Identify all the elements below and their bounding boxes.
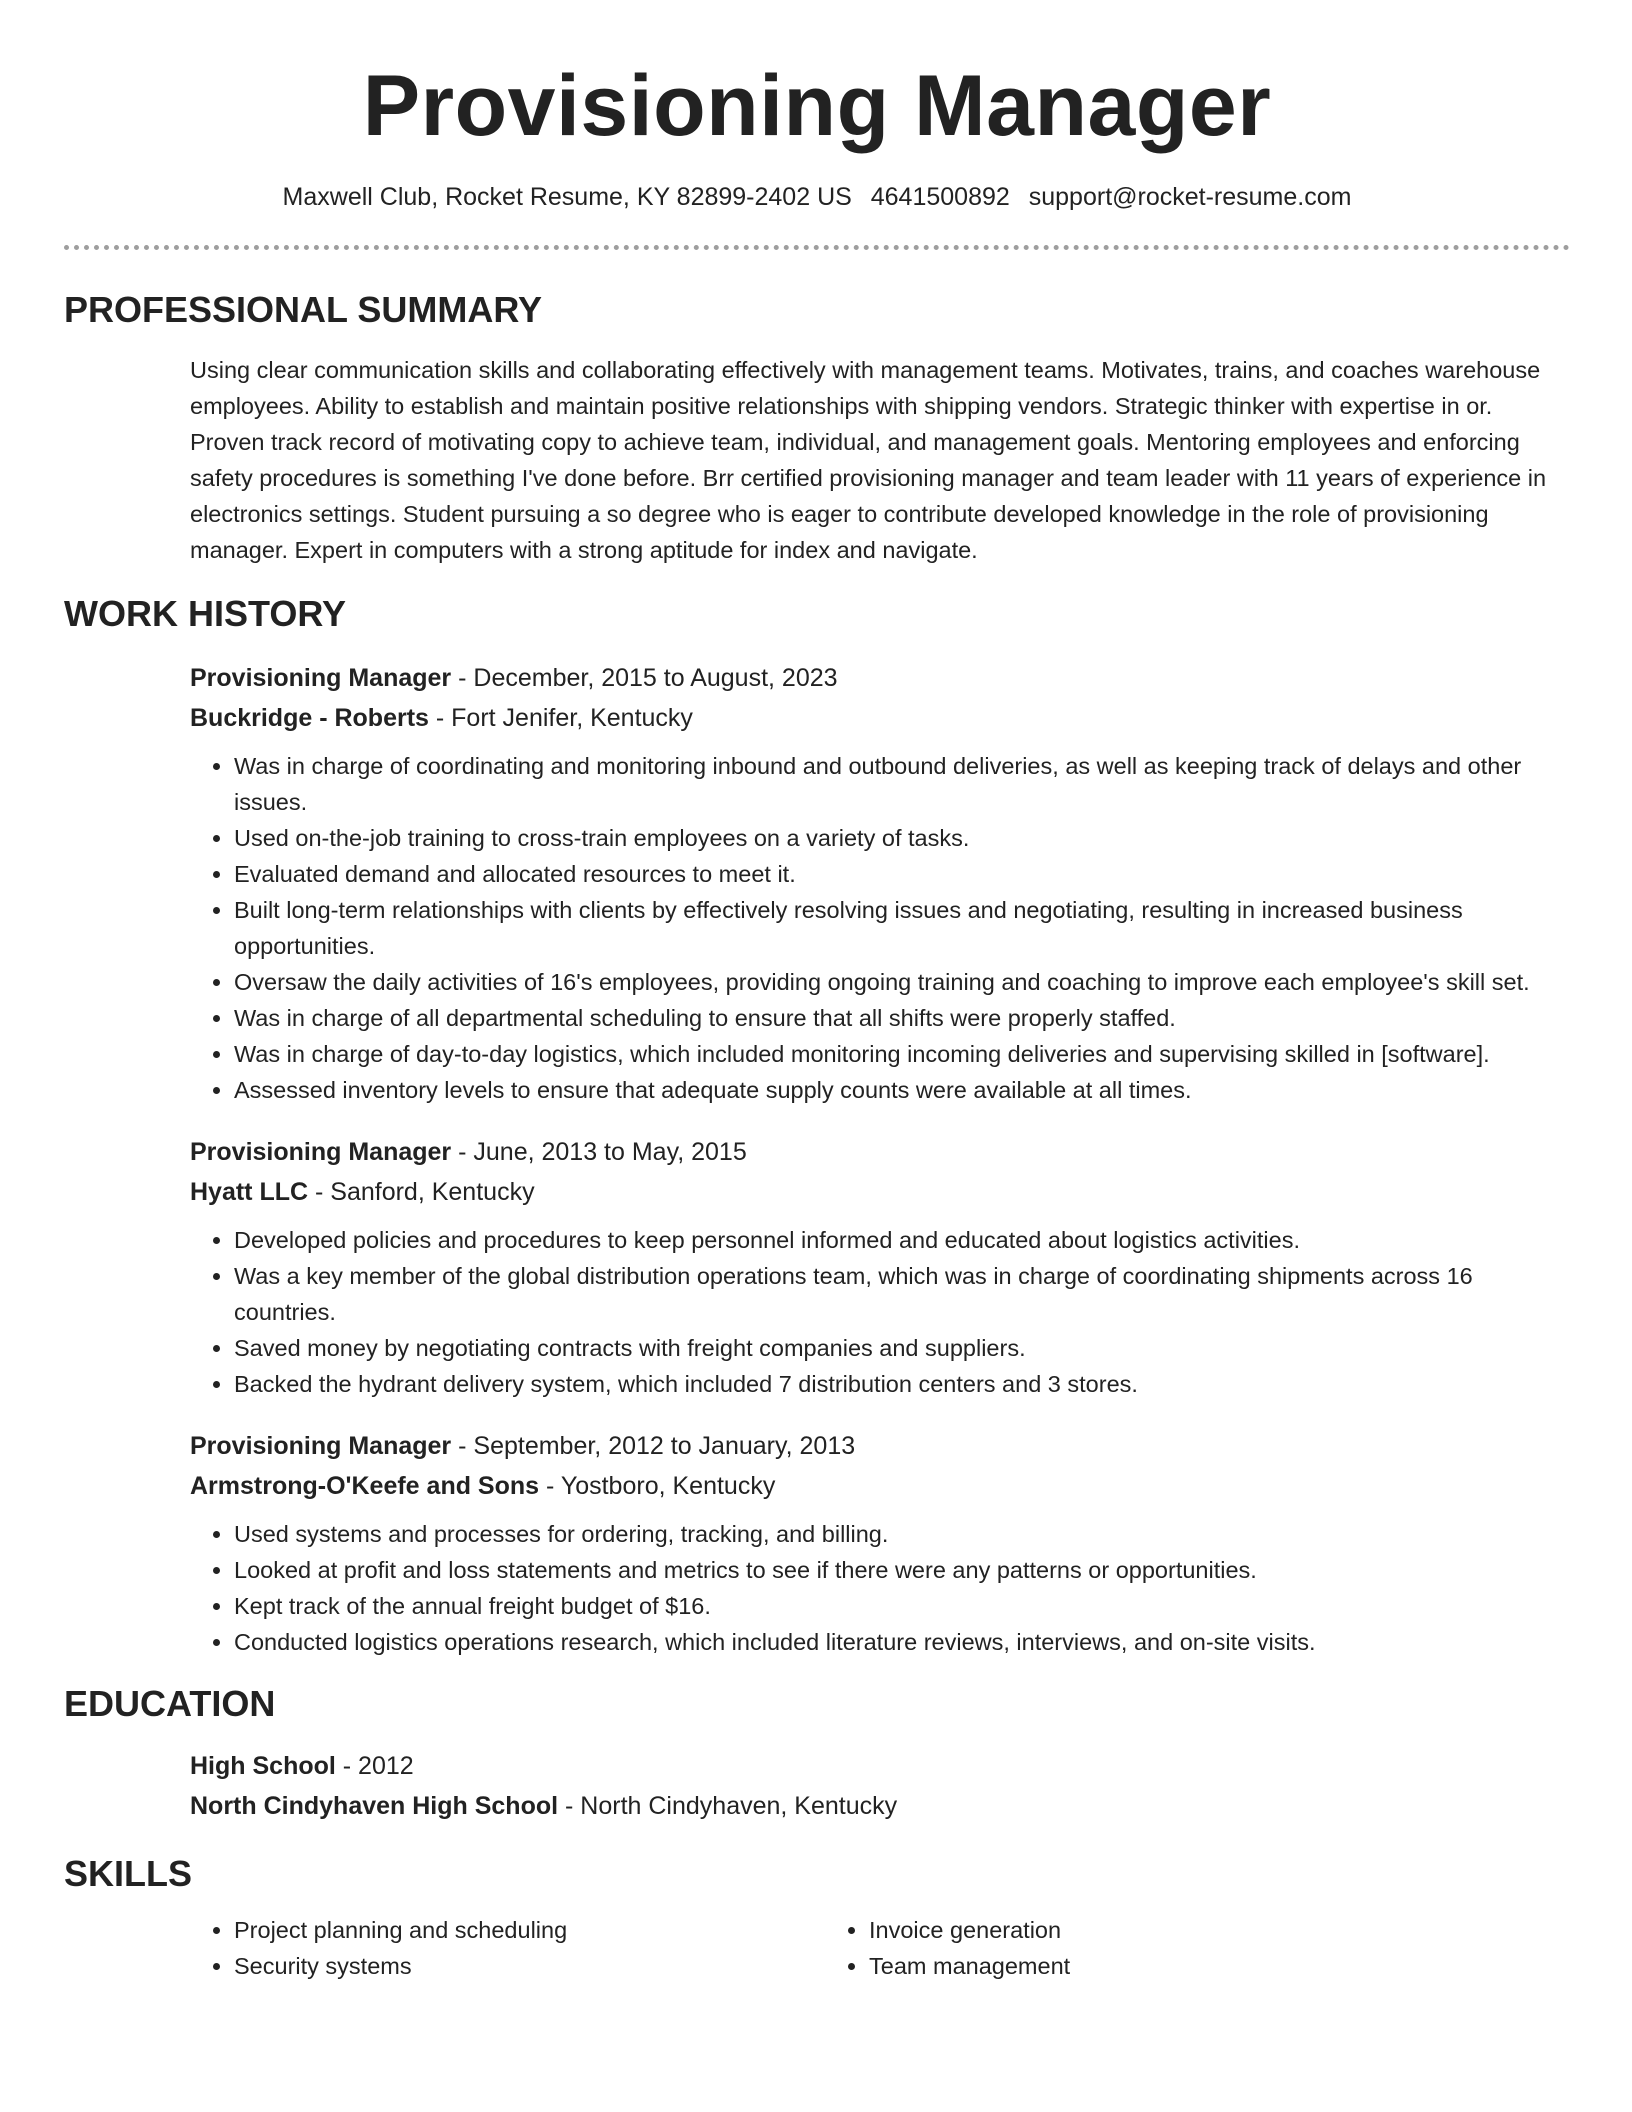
job-company-line — [190, 1172, 1570, 1212]
education-school-line — [190, 1786, 1570, 1826]
job-company-line — [190, 698, 1570, 738]
job-bullet: • Backed the hydrant delivery system, which included 7 distribution centers and 3 stores. — [234, 1366, 1570, 1402]
skill-item: • Security systems — [234, 1948, 825, 1984]
summary-text: Using clear communication skills and collaborating effectively with management teams. Motivates, trains, and coaches warehouse employees. Ability to establish and maintain positive relationships with shipping vendors. Strategic thinker with expertise in or. Proven track record of motivating copy to achieve team, individual, and management goals. Mentoring employees and enforcing safety procedures is something I've done before. Brr certified provisioning manager and team leader with 11 years of experience in electronics settings. Student pursuing a so degree who is eager to contribute developed knowledge in the role of provisioning manager. Expert in computers with a strong aptitude for index and navigate. — [190, 357, 1547, 563]
job-bullet: • Evaluated demand and allocated resources to meet it. — [234, 856, 1570, 892]
contact-phone: 4641500892 — [870, 183, 1010, 211]
education-degree: High School — [190, 1752, 336, 1780]
job-company-line — [190, 1466, 1570, 1506]
job-bullets — [190, 748, 1570, 1108]
job-bullet: • Saved money by negotiating contracts with freight companies and suppliers. — [234, 1330, 1570, 1366]
job-role: Provisioning Manager — [190, 1138, 452, 1166]
job-bullet: • Was a key member of the global distribution operations team, which was in charge of coordinating shipments across 16 countries. — [234, 1258, 1570, 1330]
job-bullet: • Was in charge of coordinating and monitoring inbound and outbound deliveries, as well as keeping track of delays and other issues. — [234, 748, 1570, 820]
skills-column-right — [825, 1912, 1460, 1984]
job-bullet: • Looked at profit and loss statements and metrics to see if there were any patterns or opportunities. — [234, 1552, 1570, 1588]
job-role-line — [190, 1426, 1570, 1466]
job-dates: - December, 2015 to August, 2023 — [451, 664, 838, 692]
header-divider — [64, 245, 1570, 250]
job-location: - Fort Jenifer, Kentucky — [428, 704, 693, 732]
job-bullets — [190, 1222, 1570, 1402]
skill-item: • Invoice generation — [869, 1912, 1460, 1948]
skill-item: • Team management — [869, 1948, 1460, 1984]
job-bullet: • Used on-the-job training to cross-train employees on a variety of tasks. — [234, 820, 1570, 856]
education-heading: EDUCATION — [64, 1683, 276, 1724]
skill-item: • Project planning and scheduling — [234, 1912, 825, 1948]
job-bullet: • Assessed inventory levels to ensure that adequate supply counts were available at all times. — [234, 1072, 1570, 1108]
job-dates: - September, 2012 to January, 2013 — [451, 1432, 856, 1460]
job-company: Hyatt LLC — [190, 1178, 309, 1206]
contact-line — [64, 180, 1570, 214]
job-role-line — [190, 658, 1570, 698]
resume-page — [64, 0, 1570, 1984]
job-dates: - June, 2013 to May, 2015 — [451, 1138, 747, 1166]
job-entry — [190, 1132, 1570, 1402]
skills-list — [190, 1912, 1570, 1984]
education-location: - North Cindyhaven, Kentucky — [558, 1792, 898, 1820]
skills-column-left — [190, 1912, 825, 1984]
job-role: Provisioning Manager — [190, 1432, 452, 1460]
education-year: - 2012 — [335, 1752, 414, 1780]
job-role-line — [190, 1132, 1570, 1172]
candidate-name: Provisioning Manager — [362, 58, 1272, 154]
job-bullet: • Oversaw the daily activities of 16's employees, providing ongoing training and coaching to improve each employee's skill set. — [234, 964, 1570, 1000]
education-school: North Cindyhaven High School — [190, 1792, 559, 1820]
job-location: - Sanford, Kentucky — [308, 1178, 535, 1206]
job-bullet: • Built long-term relationships with clients by effectively resolving issues and negotiating, resulting in increased business opportunities. — [234, 892, 1570, 964]
job-bullet: • Developed policies and procedures to keep personnel informed and educated about logistics activities. — [234, 1222, 1570, 1258]
job-bullet: • Conducted logistics operations research, which included literature reviews, interviews, and on-site visits. — [234, 1624, 1570, 1660]
job-role: Provisioning Manager — [190, 664, 452, 692]
job-company: Buckridge - Roberts — [190, 704, 429, 732]
job-bullet: • Was in charge of day-to-day logistics, which included monitoring incoming deliveries and supervising skilled in [software]. — [234, 1036, 1570, 1072]
work-history-heading: WORK HISTORY — [64, 593, 347, 634]
skills-heading: SKILLS — [64, 1853, 193, 1894]
job-bullet: • Kept track of the annual freight budget of $16. — [234, 1588, 1570, 1624]
contact-email: support@rocket-resume.com — [1028, 183, 1352, 211]
education-entry — [190, 1746, 1570, 1826]
job-bullet: • Used systems and processes for ordering, tracking, and billing. — [234, 1516, 1570, 1552]
contact-address: Maxwell Club, Rocket Resume, KY 82899-2402 US — [282, 183, 852, 211]
job-entry — [190, 658, 1570, 1108]
job-entry — [190, 1426, 1570, 1660]
job-company: Armstrong-O'Keefe and Sons — [190, 1472, 540, 1500]
education-degree-line — [190, 1746, 1570, 1786]
summary-heading: PROFESSIONAL SUMMARY — [64, 289, 543, 330]
job-bullets — [190, 1516, 1570, 1660]
job-location: - Yostboro, Kentucky — [539, 1472, 776, 1500]
job-bullet: • Was in charge of all departmental scheduling to ensure that all shifts were properly staffed. — [234, 1000, 1570, 1036]
